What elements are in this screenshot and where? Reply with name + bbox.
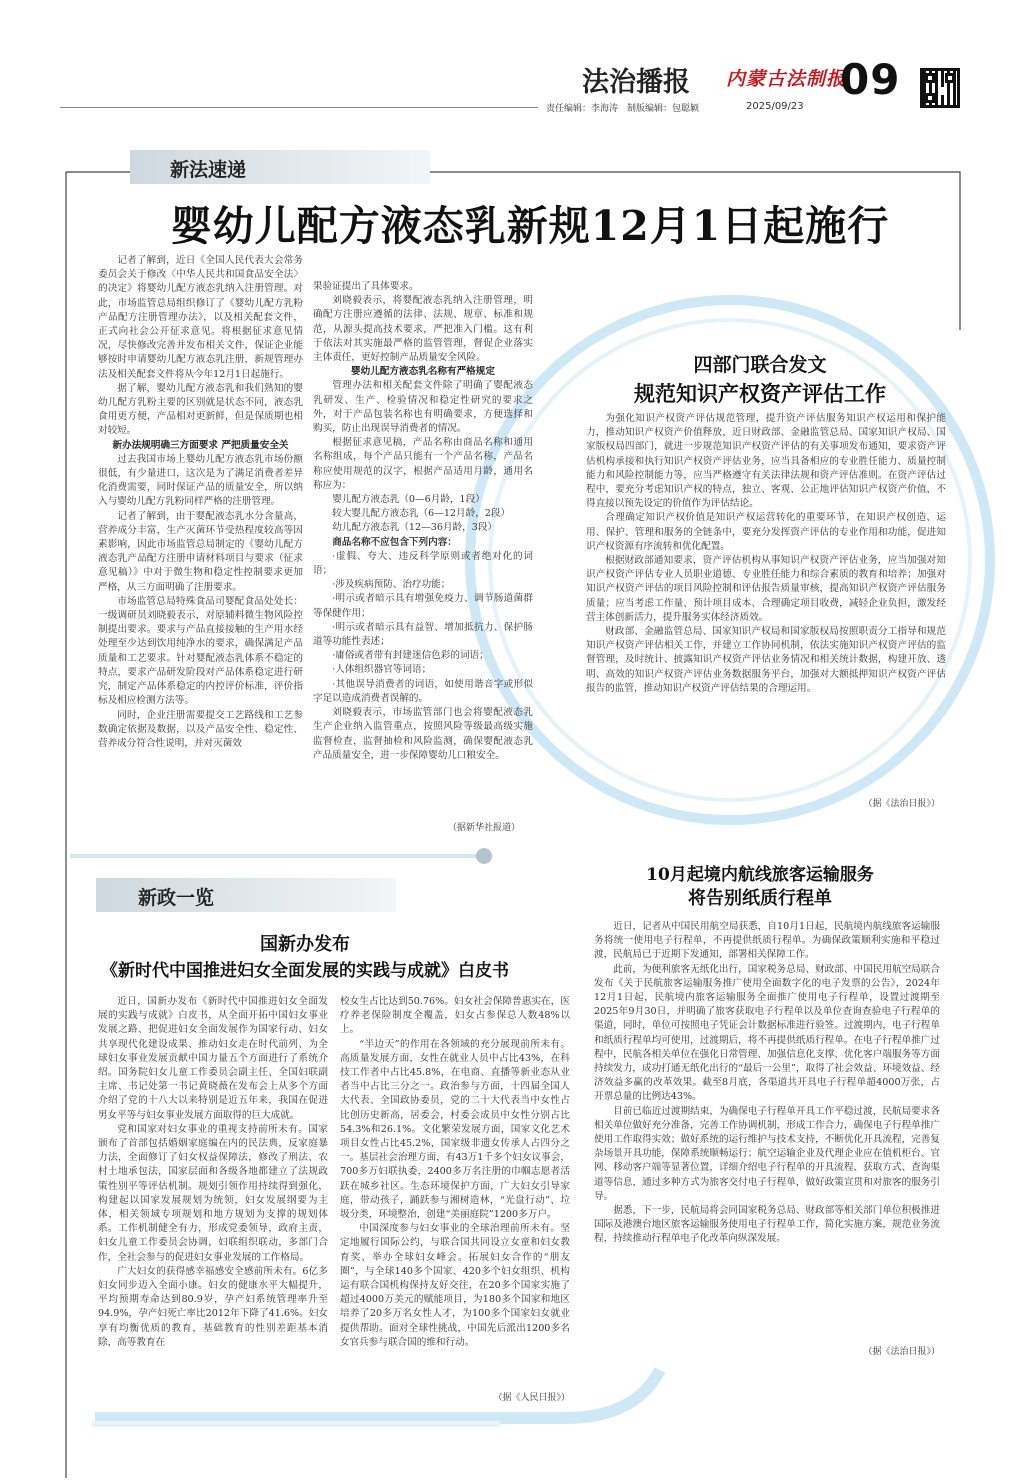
- article4-paragraph: 校女生占比达到50.76%。妇女社会保障普惠实在，医疗养老保险制度全覆盖，妇女占参保总人数48%以上。: [340, 996, 570, 1036]
- article1-list-item: ·虚假、夸大、违反科学原则或者绝对化的词语；: [313, 550, 533, 577]
- article4-paragraph: 中国深度参与妇女事业的全球治理前所未有。坚定地履行国际公约，与联合国共同设立女童和妇女教育奖、举办全球妇女峰会。拓展妇女合作的“朋友圈”，与全球140多个国家、420多个妇女组织、机构运有联合国机构保持友好交往，在20多个国家实施了超过4000万美元的赋能项目，为180多个国家和地区培养了20多万名女性人才，为100多个国家妇女就业提供帮助。面对全球性挑战，中国先后派出1200多名女官兵参与联合国的维和行动。: [340, 1223, 570, 1348]
- article4-paragraph: “半边天”的作用在各领域的充分展现前所未有。高质量发展方面，女性在就业人员中占比43%，在科技工作者中占比45.8%，在电商、直播等新业态从业者当中占比三分之一。政治参与方面，十四届全国人大代表、全国政协委员，党的二十大代表当中女性占比创历史新高，居委会，村委会成员中女性分别占比54.3%和26.1%。文化繁荣发展方面，国家文化艺术项目女性占比45.2%，国家级非遗女传承人占四分之一。基层社会治理方面，有43万1千多个妇女议事会，700多万妇联执委，2400多万名注册的巾帼志愿者活跃在城乡社区。生态环境保护方面，广大妇女引导家庭，带动孩子，踊跃参与湘树造林，“光盘行动”、垃圾分类，环境整治，创建“美丽庭院”1200多万户。: [340, 1038, 570, 1221]
- article1-paragraph: 刘晓毅表示，市场监管部门也会将婴配液态乳生产企业纳入监管重点，按照风险等级最高级实施监督检查，监督抽检和风险监测，确保婴配液态乳产品质量安全，进一步保障婴幼儿口粮安全。: [313, 707, 533, 761]
- article3-title-2: 将告别纸质行程单: [688, 888, 832, 909]
- article2-title-2: 规范知识产权资产评估工作: [634, 381, 886, 406]
- paper-logo: 内蒙古法制报: [726, 68, 847, 90]
- article1-list-item: ·人体组织器官等词语；: [332, 664, 432, 676]
- article1-column-2: [313, 280, 533, 830]
- article1-column-1: [98, 254, 303, 854]
- section-tag-new-policy: [96, 878, 396, 912]
- article2-source: （据《法治日报》）: [863, 799, 940, 809]
- article1-subheading: 婴幼儿配方液态乳名称有严格规定: [351, 366, 495, 378]
- article2-body: [586, 412, 946, 822]
- article4-title-2: 《新时代中国推进妇女全面发展的实践与成就》白皮书: [101, 961, 509, 981]
- article1-paragraph: 记者了解到，由于婴配液态乳水分含量高，营养成分丰富，生产灭菌环节受热程度较高等因素影响，因此市场监管总局制定的《婴幼儿配方液态乳产品配方注册申请材料项目与要求（征求意见稿）》中对于微生物和稳定性控制要求更加严格，从三方面明确了注册要求。: [98, 510, 303, 593]
- article1-paragraph: 刘晓毅表示，将婴配液态乳纳入注册管理，明确配方注册应遵循的法律、法规、规章、标准和规范，从源头提高技术要求，严把准入门槛。这有利于依法对其实施最严格的监管管理，督促企业落实主体责任，更好控制产品质量安全风险。: [313, 295, 533, 364]
- article4-column-1: [98, 995, 328, 1390]
- article1-source: （据新华社报道）: [447, 823, 520, 833]
- article4-paragraph: 近日，国新办发布《新时代中国推进妇女全面发展的实践与成就》白皮书，从全面开拓中国妇女事业发展之路、把促进妇女全面发展作为国家行动、妇女共享现代化建设成果、推动妇女走在时代前列、为全球妇女事业发展贡献中国力量五个方面进行了系统介绍。国务院妇女儿童工作委员会副主任、全国妇联副主席、书记处第一书记黄晓薇在发布会上从多个方面介绍了党的十八大以来特别是近五年来，我国在促进男女平等与妇女事业发展方面取得的巨大成就。: [98, 996, 328, 1121]
- article1-subheading: 新办法规明确三方面要求 严把质量安全关: [112, 439, 289, 451]
- section-tag-label: 新政一览: [138, 887, 215, 909]
- article2-paragraph: 为强化知识产权资产评估规范管理，提升资产评估服务知识产权运用和保护能力，推动知识产权资产价值释放，近日财政部、金融监管总局、国家知识产权局、国家版权局四部门，就进一步规范知识产权资产评估的有关事项发布通知，要求资产评估机构承接和执行知识产权资产评估业务，应当具备相应的专业胜任能力、质量控制能力和风险控制能力等，应当严格遵守有关法律法规和资产评估准则。在资产评估过程中，要充分考虑知识产权的特点，独立、客观、公正地评估知识产权资产价值，不得直接以预先设定的价值作为评估结论。: [586, 413, 946, 510]
- article3-body: [594, 920, 940, 1340]
- article3-paragraph: 近日，记者从中国民用航空局获悉，自10月1日起，民航境内航线旅客运输服务将统一使用电子行程单，不再提供纸质行程单。为确保政策顺利实施和平稳过渡，民航局已于近期下发通知，部署相关保障工作。: [594, 921, 940, 961]
- article4-source: （据《人民日报》）: [493, 1393, 570, 1403]
- article1-paragraph: 管理办法和相关配套文件除了明确了婴配液态乳研发、生产、检验情况和稳定性研究的要求之外，对于产品包装名称也有明确要求，方便选择和购买，防止出现误导消费者的情况。: [313, 380, 533, 435]
- page-number: 09: [840, 55, 901, 104]
- article1-list-item: 婴儿配方液态乳（0—6月龄，1段）: [332, 494, 485, 506]
- article4-paragraph: 党和国家对妇女事业的重视支持前所未有。国家颁布了首部包括婚姻家庭编在内的民法典，反家庭暴力法，全面修订了妇女权益保障法，修改了刑法、农村土地承包法，国家层面和各级各地都建立了法规政策性别平等评估机制。规划引领作用持续得到强化，构建起以国家发展规划为统领，妇女发展纲要为主体，相关领域专项规划和地方规划为支撑的规划体系。工作机制健全有力，形成党委领导，政府主责，妇女儿童工作委员会协调，妇联组织联动，多部门合作，全社会参与的促进妇女事业发展的工作格局。: [98, 1123, 328, 1263]
- article3-paragraph: 此前，为便利旅客无纸化出行，国家税务总局、财政部、中国民用航空局联合发布《关于民航旅客运输服务推广使用全面数字化的电子发票的公告》，2024年12月1日起，民航境内旅客运输服务全面推广使用电子行程单，设置过渡期至2025年9月30日，并明确了旅客获取电子行程单以及单位查询查验电子行程单的渠道，同时，单位可按照电子凭证会计数据标准进行验签。过渡期内，电子行程单和纸质行程单均可使用，过渡期后，将不再提供纸质行程单。在电子行程单推广过程中，民航各相关单位在强化日常管理、加强信息化支撑、优化客户端服务等方面持续发力，成功打通无纸化出行的“最后一公里”，取得了社会效益、环境效益、经济效益多赢的改革效果。截至8月底，各渠道共开具电子行程单超4000万张，占开票总量的比例达43%。: [594, 963, 940, 1103]
- article1-paragraph: 果验证提出了具体要求。: [313, 281, 419, 292]
- article1-list-item: ·庸俗或者带有封建迷信色彩的词语；: [332, 650, 489, 662]
- article1-paragraph: 记者了解到，近日《全国人民代表大会常务委员会关于修改〈中华人民共和国食品安全法〉的决定》将婴幼儿配方液态乳纳入注册管理。对此，市场监管总局组织修订了《婴幼儿配方乳粉产品配方注册管理办法》，以及相关配套文件，正式向社会公开征求意见。将根据征求意见情况，尽快修改完善并发布相关文件，保证企业能够按时申请婴幼儿配方液态乳注册，新规管理办法及相关配套文件将从今年12月1日起施行。: [98, 255, 303, 380]
- editors-line: 责任编辑：李海涛 制版编辑：包聪颖: [546, 104, 700, 114]
- article2-paragraph: 合理确定知识产权价值是知识产权运营转化的重要环节，在知识产权创造、运用、保护、管理和服务的全链条中，要充分发挥资产评估的专业作用和功能，促进知识产权资源有序流转和优化配置。: [586, 512, 946, 552]
- article1-paragraph: 据了解，婴幼儿配方液态乳和我们熟知的婴幼儿配方乳粉主要的区别就是状态不同，液态乳食用更方便，产品相对更新鲜，但是保质期也相对较短。: [98, 382, 303, 437]
- article1-paragraph: 根据征求意见稿，产品名称由商品名称和通用名称组成，每个产品只能有一个产品名称，产品名称应使用规范的汉字，根据产品适用月龄，通用名称应为：: [313, 437, 533, 491]
- article3-source: （据《法治日报》）: [863, 1347, 940, 1357]
- issue-date: 2025/09/23: [746, 101, 804, 112]
- article1-subheading: 商品名称不应包含下列内容：: [332, 536, 457, 548]
- article1-list-item: 幼儿配方液态乳（12—36月龄，3段）: [332, 522, 498, 534]
- article3-paragraph: 据悉，下一步，民航局将会同国家税务总局、财政部等相关部门单位积极推进国际及港澳台地区旅客运输服务使用电子行程单工作，简化实施方案，规范业务流程，持续推动行程单电子化改革向纵深发展。: [594, 1205, 940, 1245]
- section-tag-new-law: [130, 150, 430, 184]
- article4-title-1: 国新办发布: [260, 934, 350, 955]
- article1-list-item: ·其他误导消费者的词语，如使用谐音字或形似字足以造成消费者误解的。: [313, 678, 533, 704]
- section-title: 法治播报: [582, 67, 690, 98]
- article3-title-1: 10月起境内航线旅客运输服务: [646, 865, 874, 885]
- article4-column-2: [340, 995, 570, 1390]
- article2-paragraph: 财政部、金融监管总局、国家知识产权局和国家版权局按照职责分工指导和规范知识产权资产评估相关工作，并建立工作协同机制，依法实施知识产权资产评估的监督管理，及时统计、披露知识产权资产评估业务情况和相关统计数据，构建开放、透明、高效的知识产权资产评估业务数据服务平台，加强对大额抵押知识产权资产评估报告的监管，推动知识产权资产评估结果的合理运用。: [586, 626, 946, 694]
- article4-paragraph: 广大妇女的获得感幸福感安全感前所未有。6亿多妇女同步迈入全面小康。妇女的健康水平大幅提升，平均预期寿命达到80.9岁，孕产妇系统管理率升至94.9%，孕产妇死亡率比2012年下降了41.6%。妇女享有均衡优质的教育，基础教育的性别差距基本消除，高等教育在: [98, 1265, 328, 1348]
- article1-list-item: 较大婴儿配方液态乳（6—12月龄，2段）: [332, 508, 511, 520]
- article2-title-1: 四部门联合发文: [693, 354, 827, 376]
- article2-paragraph: 根据财政部通知要求，资产评估机构从事知识产权资产评估业务，应当加强对知识产权资产评估专业人员职业道德、专业胜任能力和综合素质的教育和培养；加强对知识产权资产评估的项目风险控制和评估报告质量审核，提高知识产权资产评估服务质量；应当考虑工作量、预计项目成本、合理确定项目收费，减轻企业负担，激发经营主体创新活力，提升服务实体经济质效。: [586, 555, 946, 623]
- article1-paragraph: 同时，企业注册需要提交工艺路线和工艺参数确定依据及数据，以及产品安全性、稳定性、营养成分符合性说明，并对灭菌效: [98, 709, 303, 749]
- article1-list-item: ·明示或者暗示具有益智、增加抵抗力、保护肠道等功能性表述；: [313, 621, 533, 648]
- article1-list-item: ·明示或者暗示具有增强免疫力、调节肠道菌群等保健作用；: [313, 593, 533, 619]
- article3-paragraph: 目前已临近过渡期结束，为确保电子行程单开具工作平稳过渡，民航局要求各相关单位做好充分准备，完善工作协调机制，形成工作合力，确保电子行程单推广使用工作取得实效；做好系统的运行维护与技术支持，不断优化开具流程，完善复杂场景开具功能，保障系统顺畅运行；航空运输企业及代理企业应在值机柜台、官网、移动客户端等显著位置，详细介绍电子行程单的开具流程、获取方式、查询渠道等信息，通过多种方式为旅客交付电子行程单，做好政策宣贯和对旅客的服务引导。: [594, 1105, 940, 1202]
- article1-paragraph: 市场监管总局特殊食品司婴配食品处处长：一级调研员刘晓毅表示，对原辅料微生物风险控制提出要求。要求与产品直接接触的生产用水经处理至少达到饮用纯净水的要求，确保满足产品质量和工艺要求。针对婴配液态乳体系不稳定的特点，要求产品研发阶段对产品体系稳定进行研究，制定产品体系稳定的内控评价标准，评价指标及相应检测方法等。: [98, 595, 303, 707]
- article1-paragraph: 过去我国市场上婴幼儿配方液态乳市场份额很低，有少量进口，这次是为了满足消费者差异化消费需要，同时保证产品的质量安全，所以纳入与婴幼儿配方乳粉同样严格的注册管理。: [98, 453, 303, 508]
- article1-list-item: ·涉及疾病预防、治疗功能；: [332, 579, 451, 591]
- section-tag-label: 新法速递: [170, 159, 247, 181]
- article1-headline: 婴幼儿配方液态乳新规12月1日起施行: [170, 202, 890, 250]
